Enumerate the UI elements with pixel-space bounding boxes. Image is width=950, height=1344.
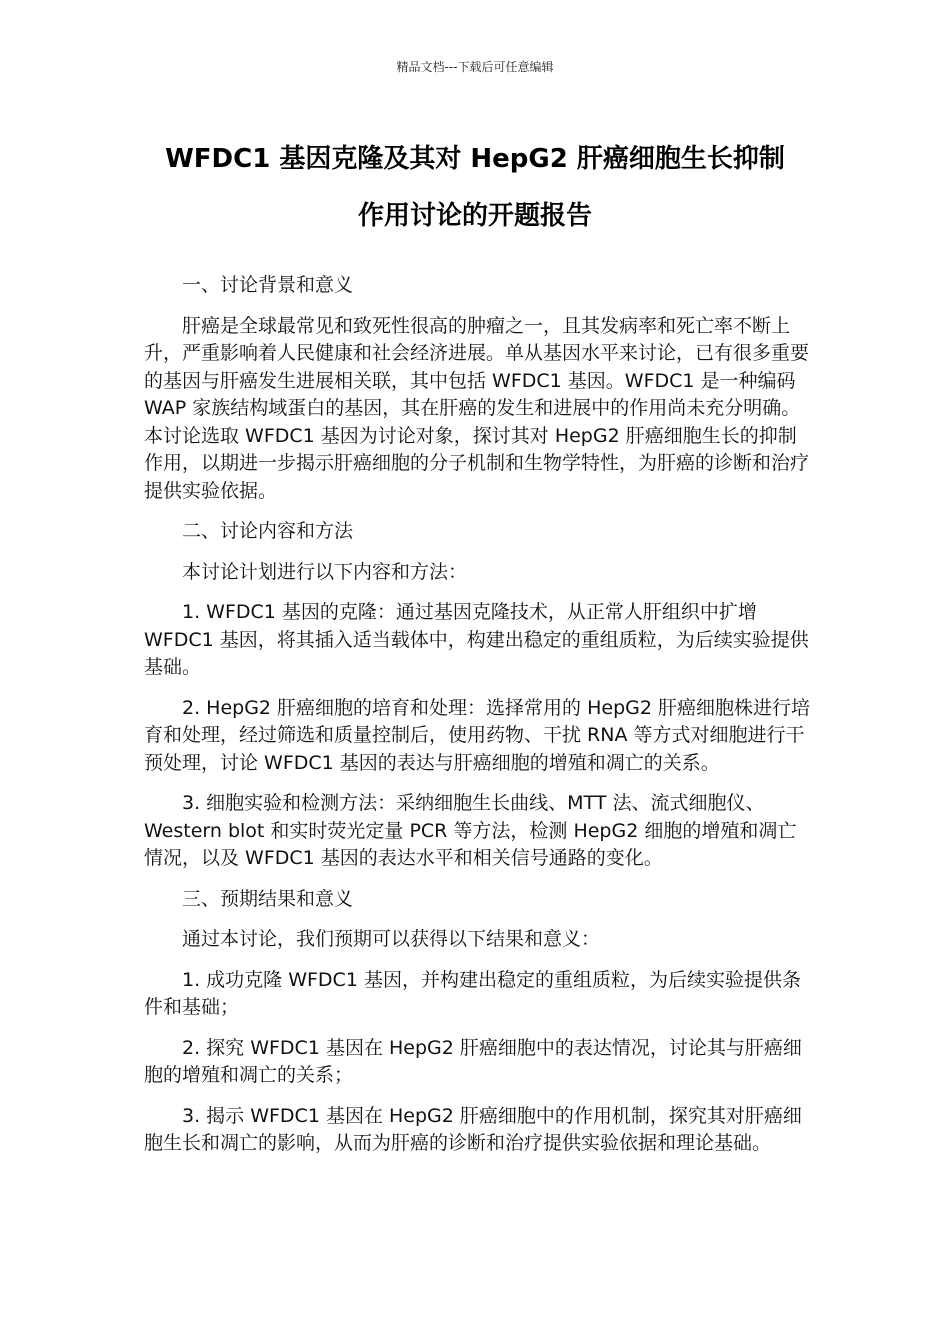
section-heading-background: 一、讨论背景和意义	[182, 274, 354, 296]
list-item-method-2: 2. HepG2 肝癌细胞的培育和处理：选择常用的 HepG2 肝癌细胞株进行培育和处理，经过筛选和质量控制后，使用药物、干扰 RNA 等方式对细胞进行干预处理，讨论 WFDC1 基因的表达与肝癌细胞的增殖和凋亡的关系。	[144, 696, 810, 774]
list-item-result-1: 1. 成功克隆 WFDC1 基因，并构建出稳定的重组质粒，为后续实验提供条件和基础；	[144, 968, 801, 1018]
list-item-method-3: 3. 细胞实验和检测方法：采纳细胞生长曲线、MTT 法、流式细胞仪、Western blot 和实时荧光定量 PCR 等方法，检测 HepG2 细胞的增殖和凋亡情况，以及 WFDC1 基因的表达水平和相关信号通路的变化。	[144, 792, 797, 869]
paragraph-background: 肝癌是全球最常见和致死性很高的肿瘤之一，且其发病率和死亡率不断上升，严重影响着人民健康和社会经济进展。单从基因水平来讨论，已有很多重要的基因与肝癌发生进展相关联，其中包括 WFDC1 基因。WFDC1 是一种编码 WAP 家族结构域蛋白的基因，其在肝癌的发生和进展中的作用尚未充分明确。本讨论选取 WFDC1 基因为讨论对象，探讨其对 HepG2 肝癌细胞生长的抑制作用，以期进一步揭示肝癌细胞的分子机制和生物学特性，为肝癌的诊断和治疗提供实验依据。	[144, 314, 810, 502]
section-heading-methods: 二、讨论内容和方法	[182, 520, 354, 542]
list-item-result-2: 2. 探究 WFDC1 基因在 HepG2 肝癌细胞中的表达情况，讨论其与肝癌细胞的增殖和凋亡的关系；	[144, 1036, 802, 1086]
list-item-result-3: 3. 揭示 WFDC1 基因在 HepG2 肝癌细胞中的作用机制，探究其对肝癌细胞生长和凋亡的影响，从而为肝癌的诊断和治疗提供实验依据和理论基础。	[144, 1104, 802, 1154]
paragraph-results-intro: 通过本讨论，我们预期可以获得以下结果和意义：	[182, 928, 601, 950]
title-line-2: 作用讨论的开题报告	[357, 201, 592, 231]
section-heading-results: 三、预期结果和意义	[182, 887, 354, 910]
document-body	[144, 272, 810, 1171]
list-item-method-1: 1. WFDC1 基因的克隆：通过基因克隆技术，从正常人肝组织中扩增 WFDC1 基因，将其插入适当载体中，构建出稳定的重组质粒，为后续实验提供基础。	[144, 601, 809, 678]
title-line-1: WFDC1 基因克隆及其对 HepG2 肝癌细胞生长抑制	[165, 144, 785, 174]
paragraph-methods-intro: 本讨论计划进行以下内容和方法：	[182, 560, 468, 583]
header-note: 精品文档---下载后可任意编辑	[396, 60, 554, 74]
